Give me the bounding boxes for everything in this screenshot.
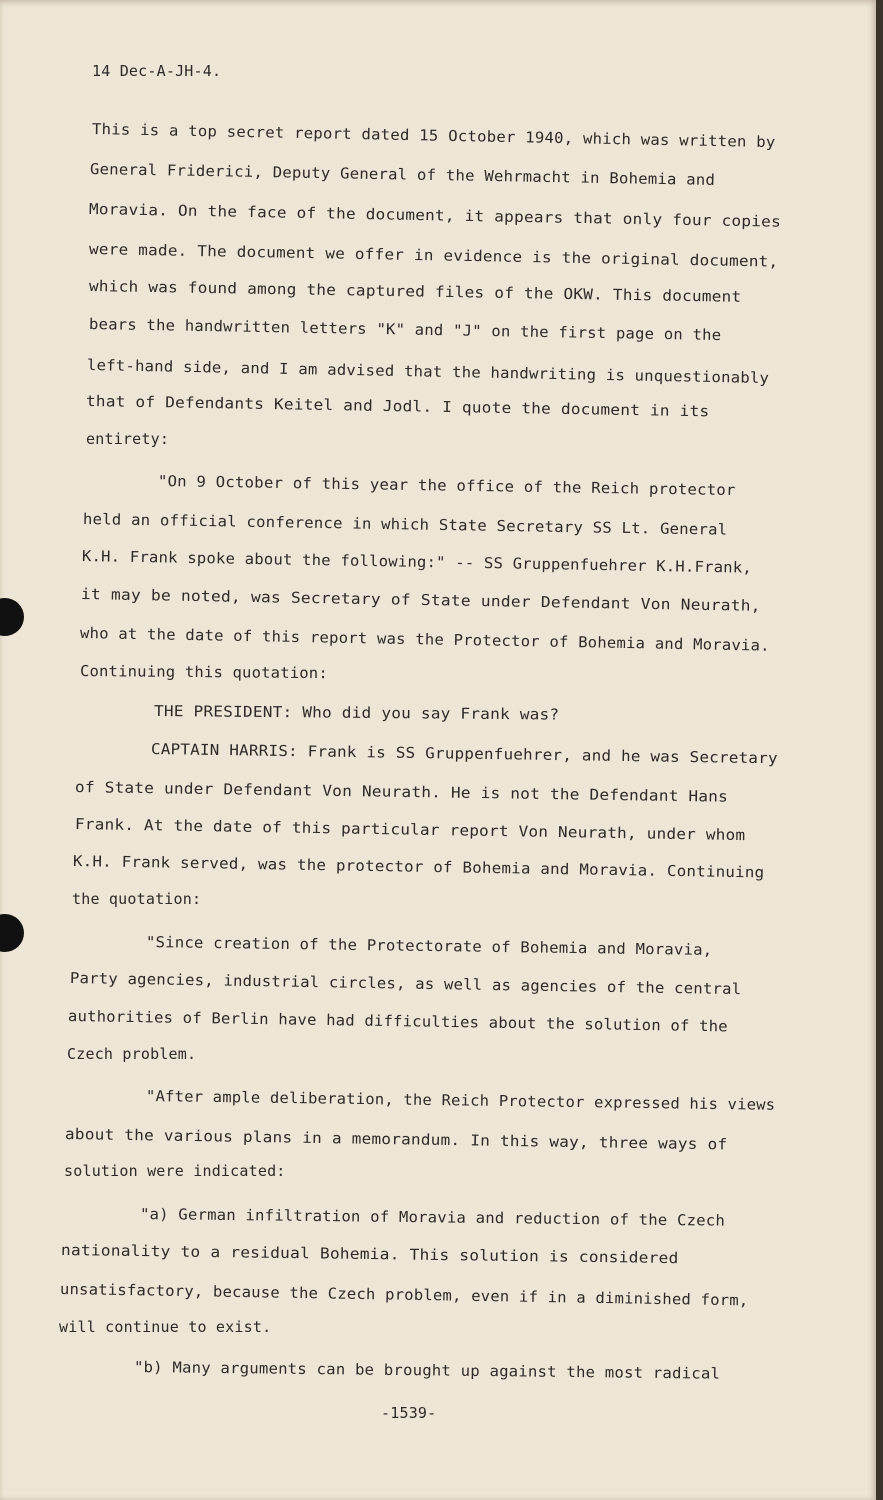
page-number: -1539- xyxy=(381,1404,437,1422)
body-line: CAPTAIN HARRIS: Frank is SS Gruppenfuehrer, and he was Secretary xyxy=(150,740,778,768)
body-line: Moravia. On the face of the document, it appears that only four copies xyxy=(88,200,782,231)
document-reference: 14 Dec-A-JH-4. xyxy=(92,62,222,80)
body-line: the quotation: xyxy=(72,890,202,908)
body-line: of State under Defendant Von Neurath. He is not the Defendant Hans xyxy=(74,778,729,806)
body-line: held an official conference in which State Secretary SS Lt. General xyxy=(82,510,728,539)
body-line: solution were indicated: xyxy=(64,1162,286,1180)
body-line: who at the date of this report was the Protector of Bohemia and Moravia. xyxy=(79,624,770,655)
body-line: that of Defendants Keitel and Jodl. I quote the document in its xyxy=(85,392,710,421)
body-line: THE PRESIDENT: Who did you say Frank was? xyxy=(153,702,560,724)
body-line: This is a top secret report dated 15 October 1940, which was written by xyxy=(91,120,776,152)
body-line: Continuing this quotation: xyxy=(79,662,328,683)
body-line: nationality to a residual Bohemia. This solution is considered xyxy=(60,1241,679,1268)
binder-hole-lower xyxy=(0,914,24,952)
body-line: "a) German infiltration of Moravia and reduction of the Czech xyxy=(139,1205,726,1230)
body-line: "Since creation of the Protectorate of Bohemia and Moravia, xyxy=(145,933,713,959)
body-line: were made. The document we offer in evidence is the original document, xyxy=(88,240,779,271)
body-line: K.H. Frank spoke about the following:" -- SS Gruppenfuehrer K.H.Frank, xyxy=(81,547,753,577)
body-line: Frank. At the date of this particular report Von Neurath, under whom xyxy=(74,815,746,845)
body-line: bears the handwritten letters "K" and "J" on the first page on the xyxy=(88,315,722,345)
body-line: which was found among the captured files of the OKW. This document xyxy=(88,277,742,306)
body-line: K.H. Frank served, was the protector of Bohemia and Moravia. Continuing xyxy=(72,852,765,882)
body-line: about the various plans in a memorandum. In this way, three ways of xyxy=(64,1125,728,1154)
body-line: left-hand side, and I am advised that the handwriting is unquestionably xyxy=(86,356,770,388)
body-line: it may be noted, was Secretary of State under Defendant Von Neurath, xyxy=(80,585,761,615)
body-line: "b) Many arguments can be brought up against the most radical xyxy=(133,1358,721,1383)
body-line: Czech problem. xyxy=(67,1045,197,1063)
body-line: General Friderici, Deputy General of the Wehrmacht in Bohemia and xyxy=(89,160,716,189)
body-line: entirety: xyxy=(86,430,170,448)
body-line: "After ample deliberation, the Reich Protector expressed his views xyxy=(145,1087,776,1114)
body-line: "On 9 October of this year the office of the Reich protector xyxy=(157,472,736,500)
body-line: Party agencies, industrial circles, as well as agencies of the central xyxy=(69,969,742,999)
body-line: will continue to exist. xyxy=(59,1318,272,1336)
binder-hole-upper xyxy=(0,598,24,636)
body-line: unsatisfactory, because the Czech problem, even if in a diminished form, xyxy=(59,1280,749,1310)
body-line: authorities of Berlin have had difficulties about the solution of the xyxy=(67,1007,728,1036)
page-edge xyxy=(876,0,883,1500)
